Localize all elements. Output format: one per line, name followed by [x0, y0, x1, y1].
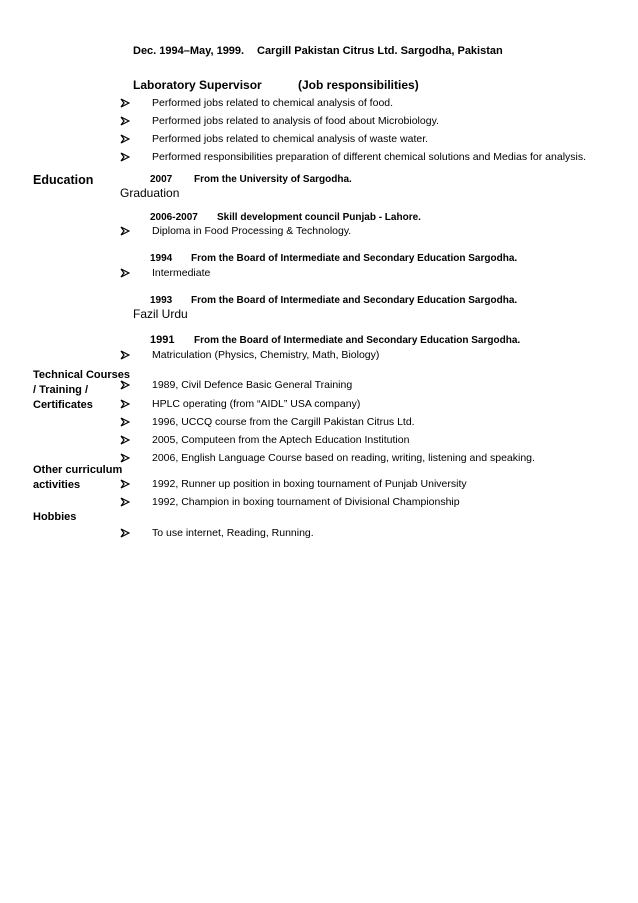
job-role-note: (Job responsibilities) [298, 78, 419, 92]
education-year: 1994 [150, 253, 173, 264]
section-label-line: Other curriculum [33, 464, 123, 476]
education-detail: Diploma in Food Processing & Technology. [152, 225, 352, 237]
education-detail: Fazil Urdu [133, 307, 188, 321]
course-bullet: 2006, English Language Course based on reading, writing, listening and speaking. [152, 452, 535, 464]
arrow-bullet-icon [120, 380, 130, 390]
education-detail: Graduation [120, 186, 180, 200]
education-detail: Matriculation (Physics, Chemistry, Math, Biology) [152, 349, 380, 361]
course-bullet: HPLC operating (from “AIDL” USA company) [152, 398, 361, 410]
education-year: 2007 [150, 174, 173, 185]
education-institution: Skill development council Punjab - Lahore. [217, 212, 421, 223]
section-label-line: / Training / [33, 384, 89, 396]
job-dates: Dec. 1994–May, 1999. [133, 45, 245, 57]
section-label-line: Certificates [33, 399, 93, 411]
education-institution: From the Board of Intermediate and Secondary Education Sargodha. [194, 335, 521, 346]
section-label-line: Technical Courses [33, 369, 130, 381]
arrow-bullet-icon [120, 417, 130, 427]
arrow-bullet-icon [120, 134, 130, 144]
arrow-bullet-icon [120, 268, 130, 278]
arrow-bullet-icon [120, 350, 130, 360]
arrow-bullet-icon [120, 226, 130, 236]
job-bullet: Performed jobs related to chemical analysis of waste water. [152, 133, 429, 145]
activity-bullet: 1992, Champion in boxing tournament of Divisional Championship [152, 496, 460, 508]
education-year: 1991 [150, 334, 175, 346]
arrow-bullet-icon [120, 528, 130, 538]
section-label-hobbies: Hobbies [33, 511, 77, 523]
arrow-bullet-icon [120, 479, 130, 489]
course-bullet: 1996, UCCQ course from the Cargill Pakistan Citrus Ltd. [152, 416, 415, 428]
section-label-education: Education [33, 173, 94, 187]
course-bullet: 1989, Civil Defence Basic General Training [152, 379, 353, 391]
section-label-other [33, 463, 122, 493]
job-bullet: Performed jobs related to analysis of food about Microbiology. [152, 115, 439, 127]
arrow-bullet-icon [120, 399, 130, 409]
education-detail: Intermediate [152, 267, 211, 279]
hobby-bullet: To use internet, Reading, Running. [152, 527, 314, 539]
arrow-bullet-icon [120, 116, 130, 126]
arrow-bullet-icon [120, 152, 130, 162]
job-bullet: Performed responsibilities preparation of different chemical solutions and Medias for analysis. [152, 151, 587, 163]
job-bullet: Performed jobs related to chemical analysis of food. [152, 97, 394, 109]
section-label-line: activities [33, 479, 81, 491]
arrow-bullet-icon [120, 435, 130, 445]
education-institution: From the University of Sargodha. [194, 174, 352, 185]
section-label-technical [33, 368, 130, 413]
education-institution: From the Board of Intermediate and Secondary Education Sargodha. [191, 253, 518, 264]
education-year: 2006-2007 [150, 212, 198, 223]
arrow-bullet-icon [120, 497, 130, 507]
arrow-bullet-icon [120, 453, 130, 463]
education-institution: From the Board of Intermediate and Secondary Education Sargodha. [191, 295, 518, 306]
activity-bullet: 1992, Runner up position in boxing tournament of Punjab University [152, 478, 467, 490]
job-company: Cargill Pakistan Citrus Ltd. Sargodha, Pakistan [257, 45, 503, 57]
arrow-bullet-icon [120, 98, 130, 108]
job-role-title: Laboratory Supervisor [133, 78, 262, 92]
education-year: 1993 [150, 295, 173, 306]
course-bullet: 2005, Computeen from the Aptech Education Institution [152, 434, 410, 446]
